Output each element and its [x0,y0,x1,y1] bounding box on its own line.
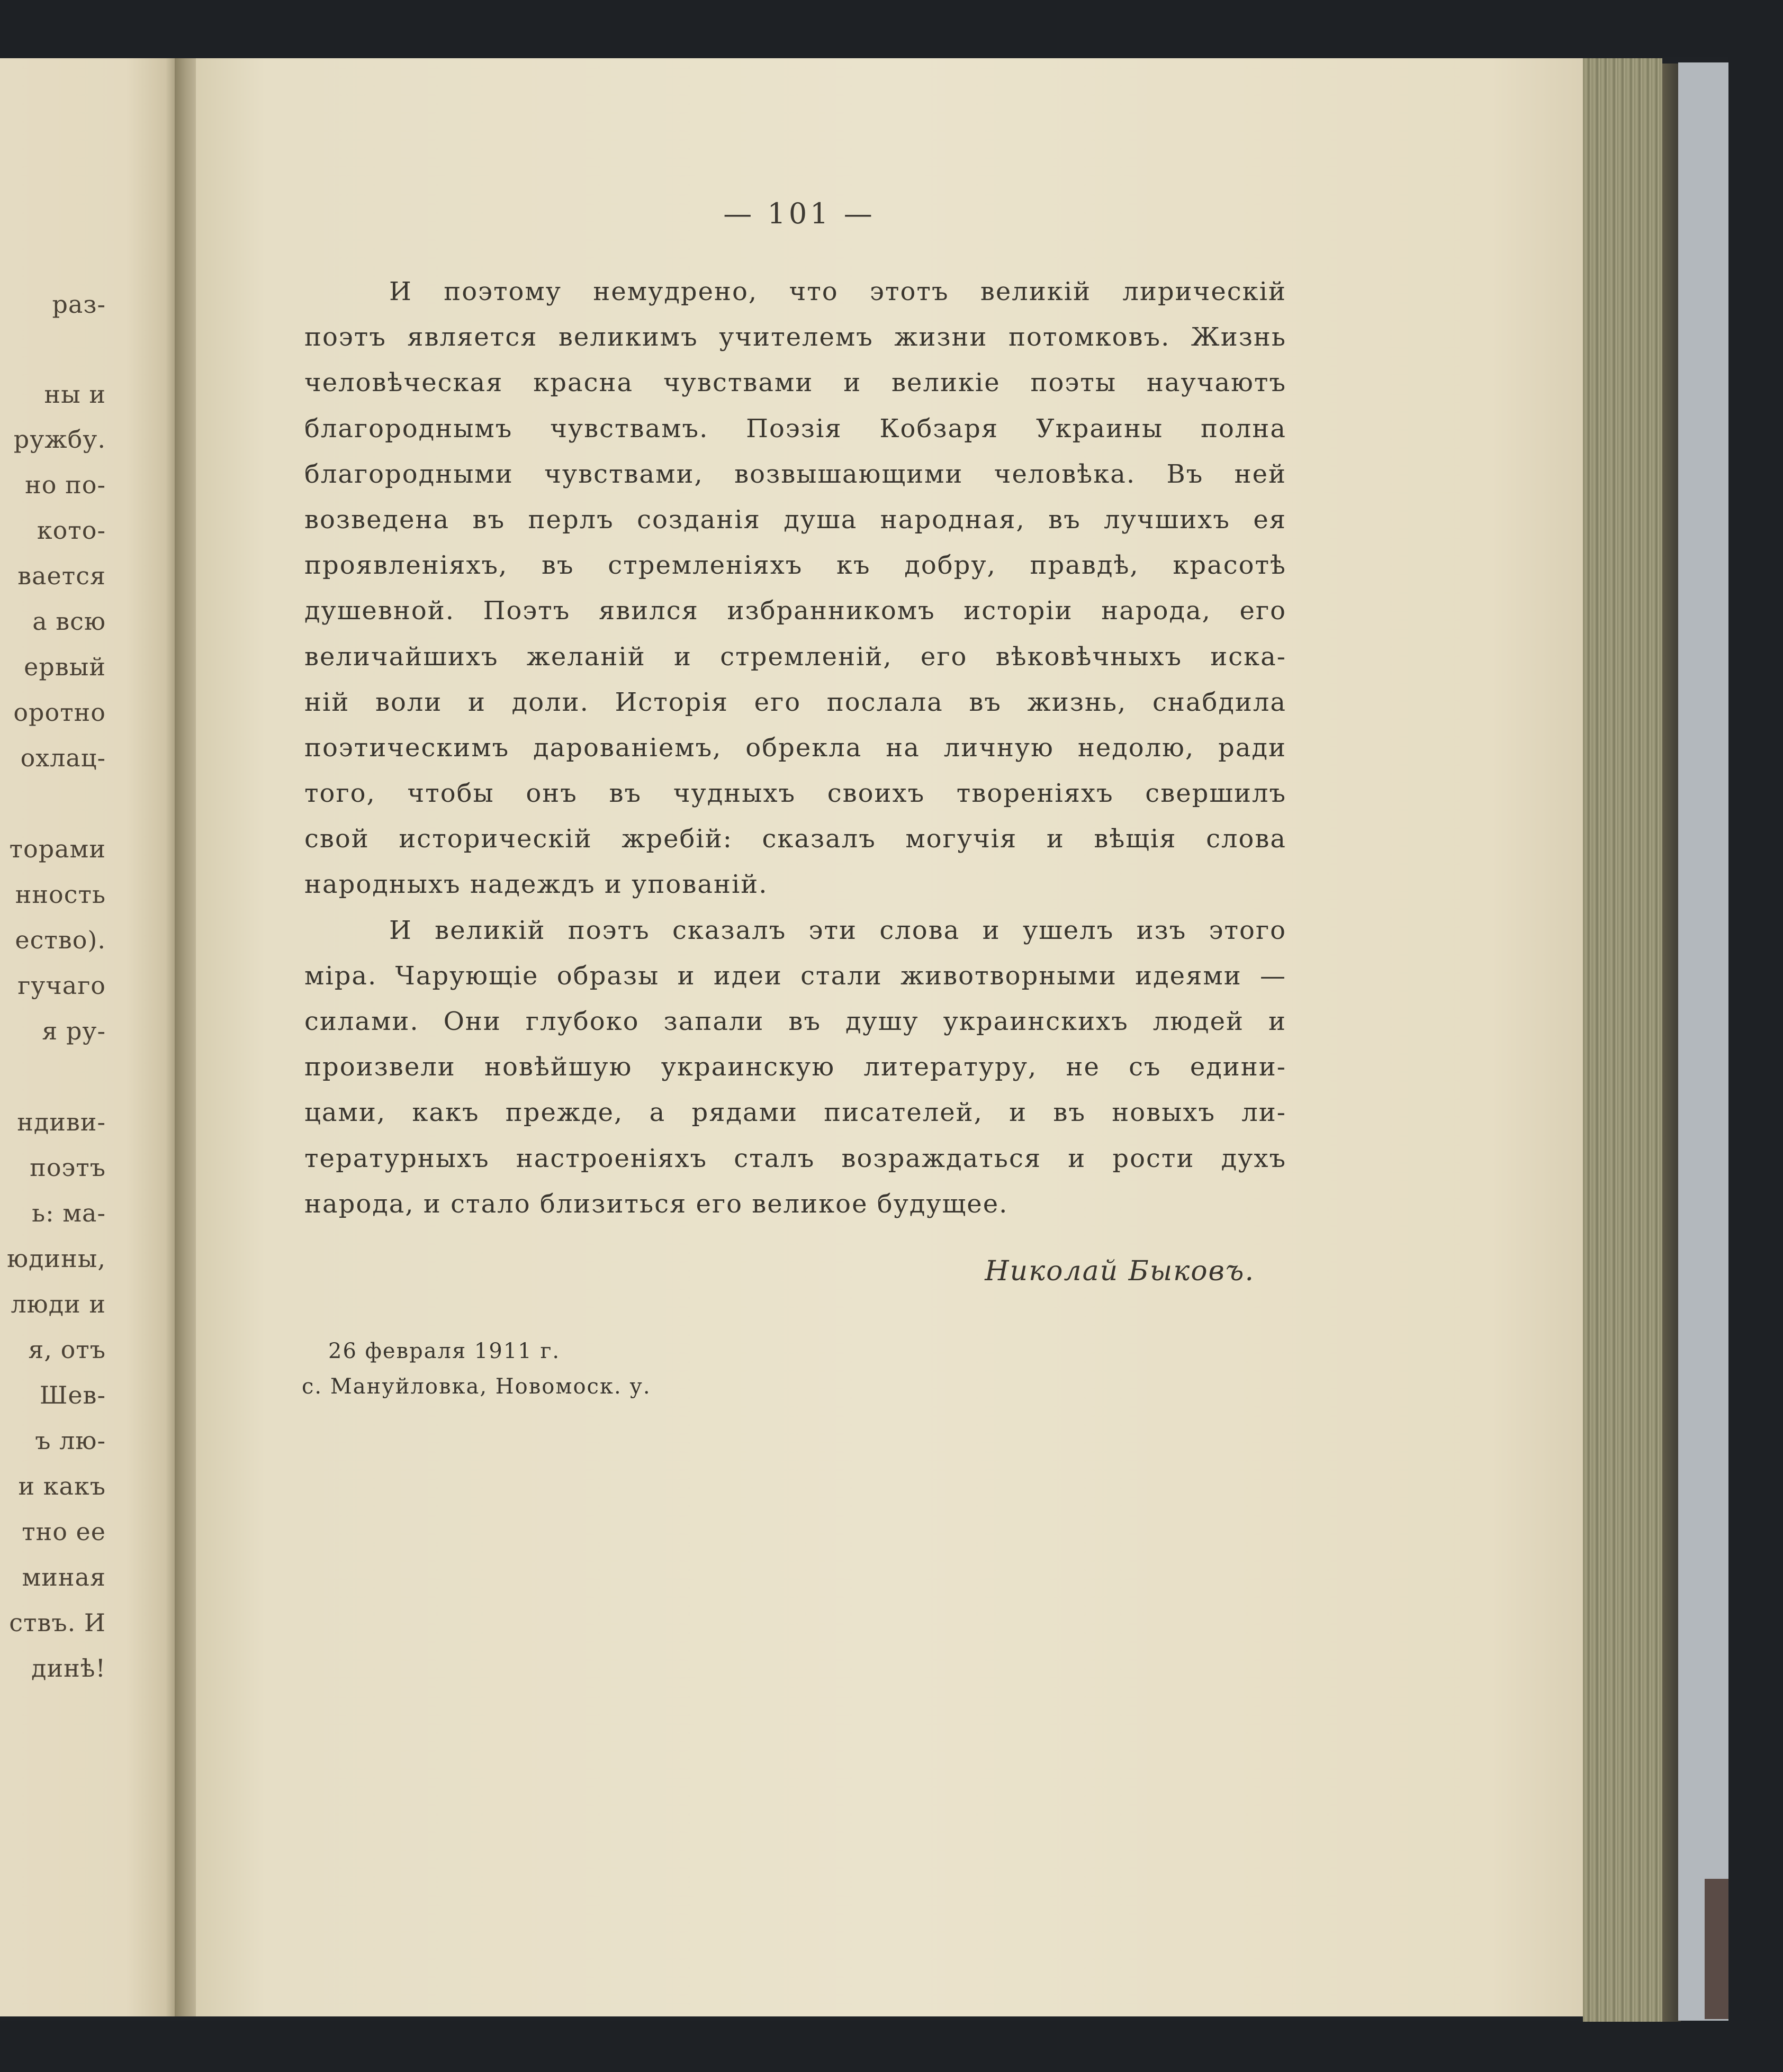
left-line: ъ лю- [35,1426,106,1455]
left-line: ндиви- [17,1108,106,1136]
left-line: охлац- [20,744,106,772]
text-line: возведена въ перлъ созданія душа народная, въ лучшихъ ея [304,504,1286,535]
text-line: свой историческій жребій: сказалъ могучія и вѣщія слова [304,824,1286,854]
left-line: раз- [52,290,106,319]
left-line: миная [22,1563,106,1591]
left-line: ество). [15,926,106,954]
left-line: кото- [37,516,106,545]
background-right [1728,0,1783,2072]
background-top [0,0,1783,57]
text-line: человѣческая красна чувствами и великіе поэты научаютъ [304,368,1286,398]
left-line: торами [9,835,106,863]
page-number: — 101 — [723,197,876,230]
left-line: я ру- [42,1017,106,1045]
text-line: поэтъ является великимъ учителемъ жизни потомковъ. Жизнь [304,322,1286,352]
text-line: народа, и стало близиться его великое будущее. [304,1189,1008,1219]
left-line: юдины, [7,1244,106,1273]
text-line: И великій поэтъ сказалъ эти слова и ушелъ изъ этого [389,915,1286,945]
left-line: я, отъ [28,1335,106,1364]
text-line: тературныхъ настроеніяхъ сталъ возраждаться и рости духъ [304,1143,1286,1173]
text-line: проявленіяхъ, въ стремленіяхъ къ добру, правдѣ, красотѣ [304,550,1286,581]
left-line: нность [15,880,106,909]
left-line: гучаго [17,971,106,1000]
text-line: благородными чувствами, возвышающими человѣка. Въ ней [304,459,1286,489]
left-line: а всю [32,607,106,636]
background-bottom [0,2021,1783,2072]
text-line: И поэтому немудрено, что этотъ великій лирическій [389,277,1286,306]
left-line: люди и [11,1290,106,1318]
place-line: с. Мануйловка, Новомоск. у. [302,1374,651,1399]
text-line: ній воли и доли. Исторія его послала въ жизнь, снабдила [304,687,1286,717]
text-line: произвели новѣйшую украинскую литературу, не съ едини- [304,1052,1286,1082]
text-line: благороднымъ чувствамъ. Поэзія Кобзаря Украины полна [304,413,1286,444]
date-line: 26 февраля 1911 г. [328,1339,561,1363]
left-line: динѣ! [31,1654,106,1682]
left-line: ружбу. [13,425,106,454]
text-line: поэтическимъ дарованіемъ, обрекла на личную недолю, ради [304,732,1286,763]
left-line: оротно [13,698,106,727]
left-line: Шев- [39,1381,106,1409]
left-line: и какъ [18,1472,106,1500]
left-line: ь: ма- [32,1199,106,1227]
text-line: того, чтобы онъ въ чудныхъ своихъ твореніяхъ свершилъ [304,779,1286,809]
text-line: міра. Чарующіе образы и идеи стали животворными идеями — [304,961,1286,991]
text-line: величайшихъ желаній и стремленій, его вѣковѣчныхъ иска- [304,641,1286,672]
left-line: но по- [25,471,106,499]
left-line: поэтъ [30,1153,106,1182]
text-line: цами, какъ прежде, а рядами писателей, и въ новыхъ ли- [304,1098,1286,1128]
main-text [304,269,1286,1227]
text-line: народныхъ надеждъ и упованій. [304,870,768,900]
left-line: ервый [24,653,106,681]
book-cover-corner [1705,1879,1728,2019]
book-cover-board [1678,62,1728,2021]
page-edges [1583,58,1662,2022]
left-line: вается [17,562,106,590]
left-page-text [0,0,106,2072]
text-line: силами. Они глубоко запали въ душу украинскихъ людей и [304,1007,1286,1036]
text-line: душевной. Поэтъ явился избранникомъ исторіи народа, его [304,596,1286,626]
left-line: ствъ. И [9,1608,106,1637]
left-line: ны и [44,380,106,409]
left-line: тно ее [22,1517,106,1546]
author-signature: Николай Быковъ. [985,1255,1255,1287]
